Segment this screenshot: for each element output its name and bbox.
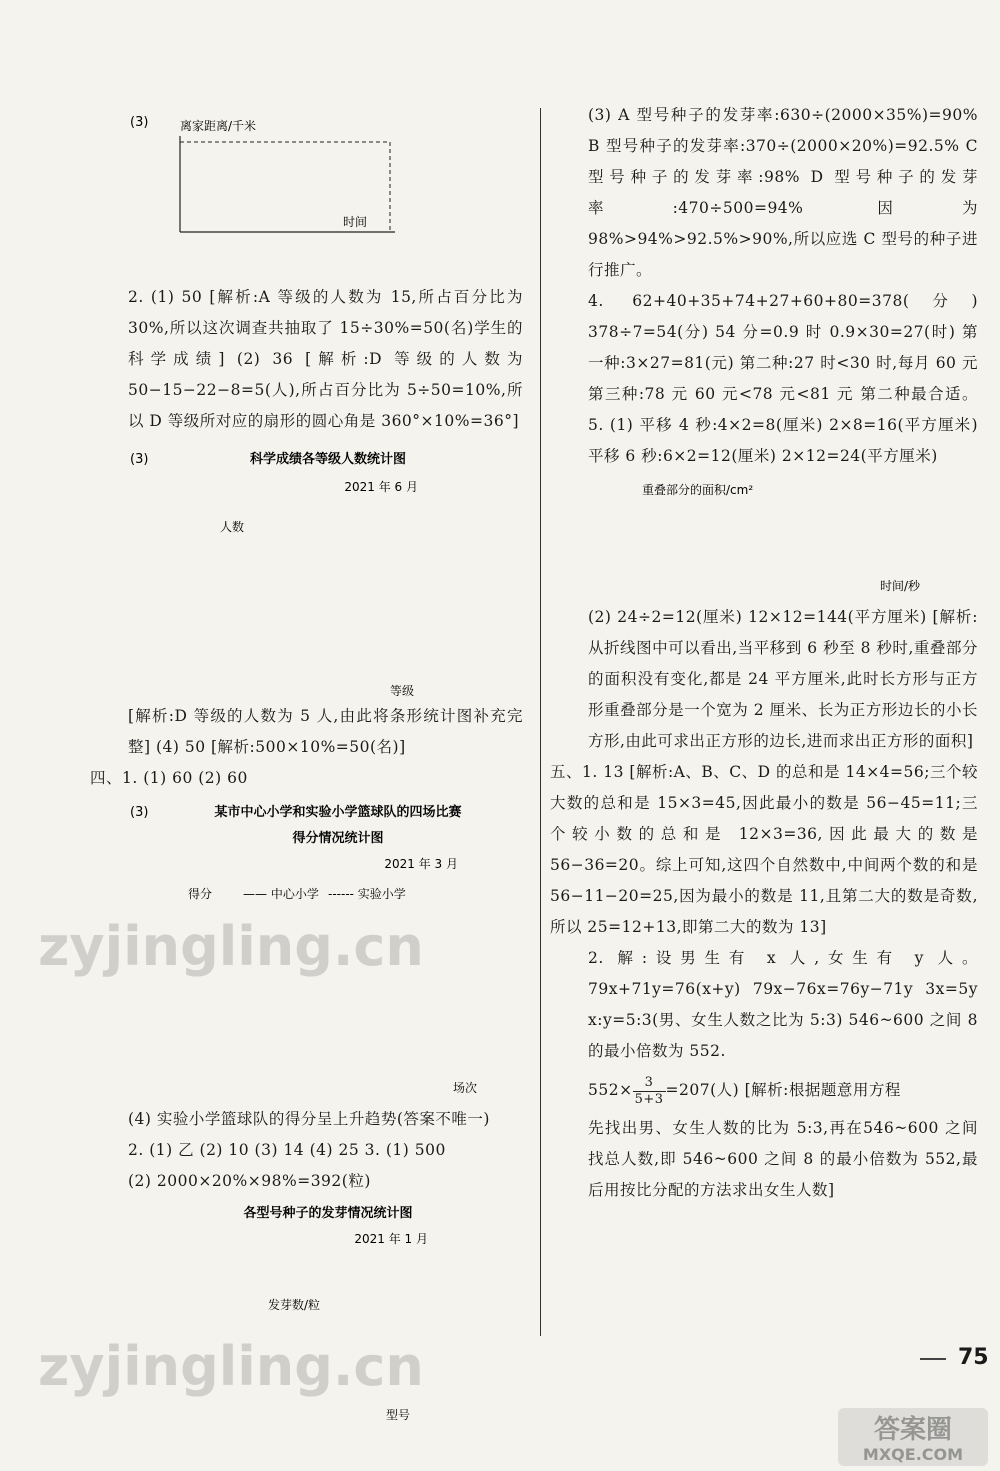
page-number-rule bbox=[920, 1358, 946, 1360]
analysis-text: [解析:D 等级的人数为 5 人,由此将条形统计图补充完整] (4) 50 [解析:500×10%=50(名)] bbox=[128, 707, 523, 756]
chart-title-line2: 得分情况统计图 bbox=[292, 831, 384, 846]
chart-date: 2021 年 1 月 bbox=[354, 1232, 428, 1246]
y-axis-title: 人数 bbox=[220, 520, 245, 534]
legend-experimental: ------ 实验小学 bbox=[328, 887, 406, 901]
svg-text:MXQE.COM: MXQE.COM bbox=[862, 1445, 964, 1464]
y-axis-title: 得分 bbox=[188, 887, 213, 901]
answer-2-text: 2. (1) 50 [解析:A 等级的人数为 15,所占百分比为 30%,所以这次调查共抽取了 15÷30%=50(名)学生的科学成绩] (2) 36 [解析:D 等级的人数为 50−15−22−8=5(人),所占百分比为 5÷50=10%,所以 D 等级所对应的扇形的圆心角是 360°×10%=36°] bbox=[128, 288, 523, 430]
y-axis-title: 离家距离/千米 bbox=[180, 119, 257, 133]
frac-prefix: 552× bbox=[588, 1081, 633, 1099]
chart-title: 各型号种子的发芽情况统计图 bbox=[243, 1206, 413, 1221]
watermark-text: zyjingling.cn bbox=[38, 915, 424, 978]
section-5-text: 五、1. 13 [解析:A、B、C、D 的总和是 14×4=56;三个较大数的总和是 15×3=45,因此最小的数是 56−45=11;三个较小数的总和是 12×3=36,因此最大的数是 56−36=20。综上可知,这四个自然数中,中间两个数的和是 56−11−20=25,因为最小的数是 11,且第二大的数是奇数,所以 25=12+13,即第二大的数为 13] bbox=[550, 763, 978, 936]
section-4-text: 四、1. (1) 60 (2) 60 bbox=[90, 769, 248, 787]
science-bar-block bbox=[128, 439, 523, 701]
fraction-denominator: 5+3 bbox=[634, 1091, 664, 1107]
legend-central: —— 中心小学 bbox=[243, 887, 319, 901]
answer-4-text: (4) 实验小学篮球队的得分呈上升趋势(答案不唯一) bbox=[128, 1110, 490, 1128]
chart-title: 科学成绩各等级人数统计图 bbox=[249, 452, 407, 467]
watermark-text: zyjingling.cn bbox=[38, 1335, 424, 1398]
answer-3-2-text: (2) 2000×20%×98%=392(粒) bbox=[128, 1172, 371, 1190]
chart-title-line1: 某市中心小学和实验小学篮球队的四场比赛 bbox=[214, 805, 462, 820]
column-divider bbox=[540, 108, 541, 1336]
distance-time-chart bbox=[128, 100, 523, 282]
distance-chart-block bbox=[128, 100, 523, 282]
chart-label: (3) bbox=[130, 805, 149, 820]
science-grade-bar-chart bbox=[128, 439, 523, 701]
site-logo bbox=[838, 1408, 988, 1466]
x-axis-title: 时间/秒 bbox=[880, 579, 921, 593]
svg-text:答案圈: 答案圈 bbox=[873, 1415, 953, 1445]
overlap-area-block bbox=[588, 472, 978, 602]
x-axis-title: 等级 bbox=[390, 684, 415, 698]
chart-date: 2021 年 6 月 bbox=[344, 480, 418, 494]
x-axis-title: 场次 bbox=[453, 1081, 478, 1095]
y-axis-title: 发芽数/粒 bbox=[268, 1298, 321, 1312]
right-column bbox=[550, 100, 978, 1206]
y-axis-title: 重叠部分的面积/cm² bbox=[642, 483, 754, 497]
x-axis-title: 型号 bbox=[386, 1408, 411, 1422]
fraction-line bbox=[588, 1067, 978, 1113]
overlap-area-line-chart bbox=[588, 472, 978, 602]
logo-graphic bbox=[838, 1408, 988, 1466]
chart-label: (3) bbox=[130, 115, 149, 130]
frac-suffix: =207(人) [解析:根据题意用方程 bbox=[665, 1081, 901, 1099]
fraction bbox=[633, 1075, 666, 1108]
chart-label: (3) bbox=[130, 452, 149, 467]
fraction-numerator: 3 bbox=[633, 1075, 666, 1092]
left-column bbox=[90, 100, 523, 1422]
answer-5-2-text: (2) 24÷2=12(厘米) 12×12=144(平方厘米) [解析:从折线图中可以看出,当平移到 6 秒至 8 秒时,重叠部分的面积没有变化,都是 24 平方厘米,此时长方形与正方形重叠部分是一个宽为 2 厘米、长为正方形边长的小长方形,由此可求出正方形的边长,进而求出正方形的面积] bbox=[588, 608, 978, 750]
answer-4-5-text: 4. 62+40+35+74+27+60+80=378(分) 378÷7=54(分) 54 分=0.9 时 0.9×30=27(时) 第一种:3×27=81(元) 第二种:27 时<30 时,每月 60 元 第三种:78 元 60 元<78 元<81 元 第二种最合适。 5. (1) 平移 4 秒:4×2=8(厘米) 2×8=16(平方厘米) 平移 6 秒:6×2=12(厘米) 2×12=24(平方厘米) bbox=[588, 292, 978, 465]
answer-5-2-solution: 2. 解:设男生有 x 人,女生有 y 人。 79x+71y=76(x+y) 79x−76x=76y−71y 3x=5y x:y=5:3(男、女生人数之比为 5:3) 546~600 之间 8 的最小倍数为 552. bbox=[588, 949, 978, 1060]
page-number: 75 bbox=[958, 1345, 989, 1370]
answer-5-2-analysis: 先找出男、女生人数的比为 5:3,再在546~600 之间找总人数,即 546~600 之间 8 的最小倍数为 552,最后用按比分配的方法求出女生人数] bbox=[588, 1119, 978, 1199]
chart-date: 2021 年 3 月 bbox=[384, 857, 458, 871]
answer-2-3-text: 2. (1) 乙 (2) 10 (3) 14 (4) 25 3. (1) 500 bbox=[128, 1141, 446, 1159]
x-axis-title: 时间 bbox=[343, 215, 368, 229]
answer-3-text: (3) A 型号种子的发芽率:630÷(2000×35%)=90% B 型号种子的发芽率:370÷(2000×20%)=92.5% C 型号种子的发芽率:98% D 型号种子的发芽率:470÷500=94% 因为 98%>94%>92.5%>90%,所以应选 C 型号的种子进行推广。 bbox=[588, 106, 978, 279]
